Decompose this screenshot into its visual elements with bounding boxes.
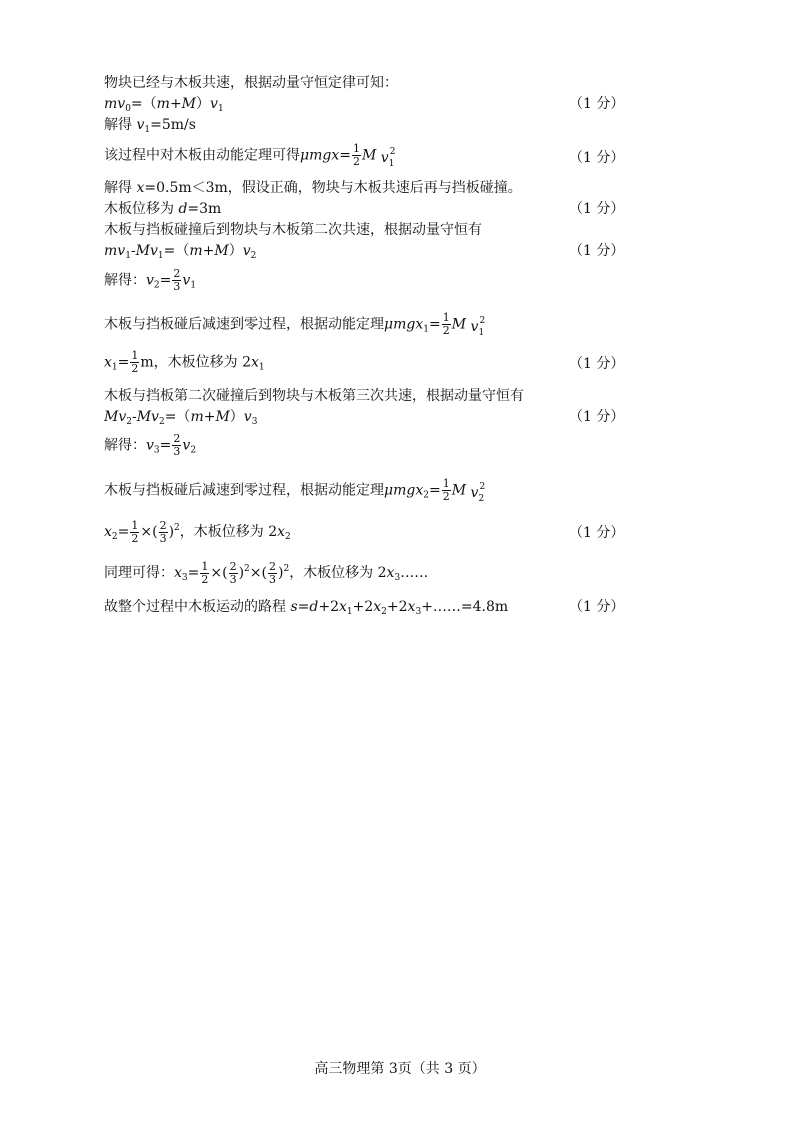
score-3: （1 分）	[569, 201, 625, 217]
line-1: 物块已经与木板共速，根据动量守恒定律可知：	[104, 75, 398, 91]
score-6: （1 分）	[569, 409, 625, 425]
line-7: 木板与挡板碰撞后到物块与木板第二次共速，根据动量守恒有	[104, 222, 482, 238]
score-8: （1 分）	[569, 599, 625, 615]
line-2: $mv_0=(m+M)v_1$	[104, 96, 224, 114]
score-5: （1 分）	[569, 356, 625, 372]
score-4: （1 分）	[569, 243, 625, 259]
line-6: 木板位移为 d=3m	[104, 201, 222, 217]
line-12: 木板与挡板第二次碰撞后到物块与木板第三次共速，根据动量守恒有	[104, 388, 524, 404]
line-5: 解得 x=0.5m＜3m，假设正确，物块与木板共速后再与挡板碰撞。	[104, 180, 522, 196]
score-7: （1 分）	[569, 525, 625, 541]
line-3: 解得 $v_1=5m/s$	[104, 117, 196, 135]
line-17: 同理可得：$x_3=$ $\frac{1}{2}$ ×( $\frac{2}{3}$ )$^2$×( $\frac{2}{3}$ )$^2$，木板位移为 $2x_3\dots\dots$	[104, 559, 429, 586]
line-9: 解得：$v_2=$ $\frac{2}{3}$ $v_1$	[104, 267, 197, 293]
line-11: $x_1=$ $\frac{1}{2}$ m，木板位移为 $2x_1$	[104, 349, 265, 375]
score-2: （1 分）	[569, 150, 625, 166]
line-10: 木板与挡板碰后减速到零过程，根据动能定理μmgx$_1$= $\frac{1}{2}$ M v 2 1	[104, 311, 486, 338]
line-18: 故整个过程中木板运动的路程 $s=d+2x_1+2x_2+2x_3+\dots\dots=4.8m$	[104, 599, 509, 617]
line-14: 解得：$v_3=$ $\frac{2}{3}$ $v_2$	[104, 432, 197, 458]
line-4: 该过程中对木板由动能定理可得μmgx= $\frac{1}{2}$ M v 2 1	[104, 142, 396, 169]
page-footer: 高三物理第 3页（共 3 页）	[314, 1061, 486, 1077]
line-8: $mv_1-Mv_1=(m+M)v_2$	[104, 243, 257, 261]
line-13: $Mv_2-Mv_2=(m+M)v_3$	[104, 409, 258, 427]
line-16: $x_2=$ $\frac{1}{2}$ ×( $\frac{2}{3}$ )$^2$，木板位移为 $2x_2$	[104, 518, 291, 545]
line-15: 木板与挡板碰后减速到零过程，根据动能定理μmgx$_2$= $\frac{1}{2}$ M v 2 2	[104, 477, 486, 504]
score-1: （1 分）	[569, 96, 625, 112]
